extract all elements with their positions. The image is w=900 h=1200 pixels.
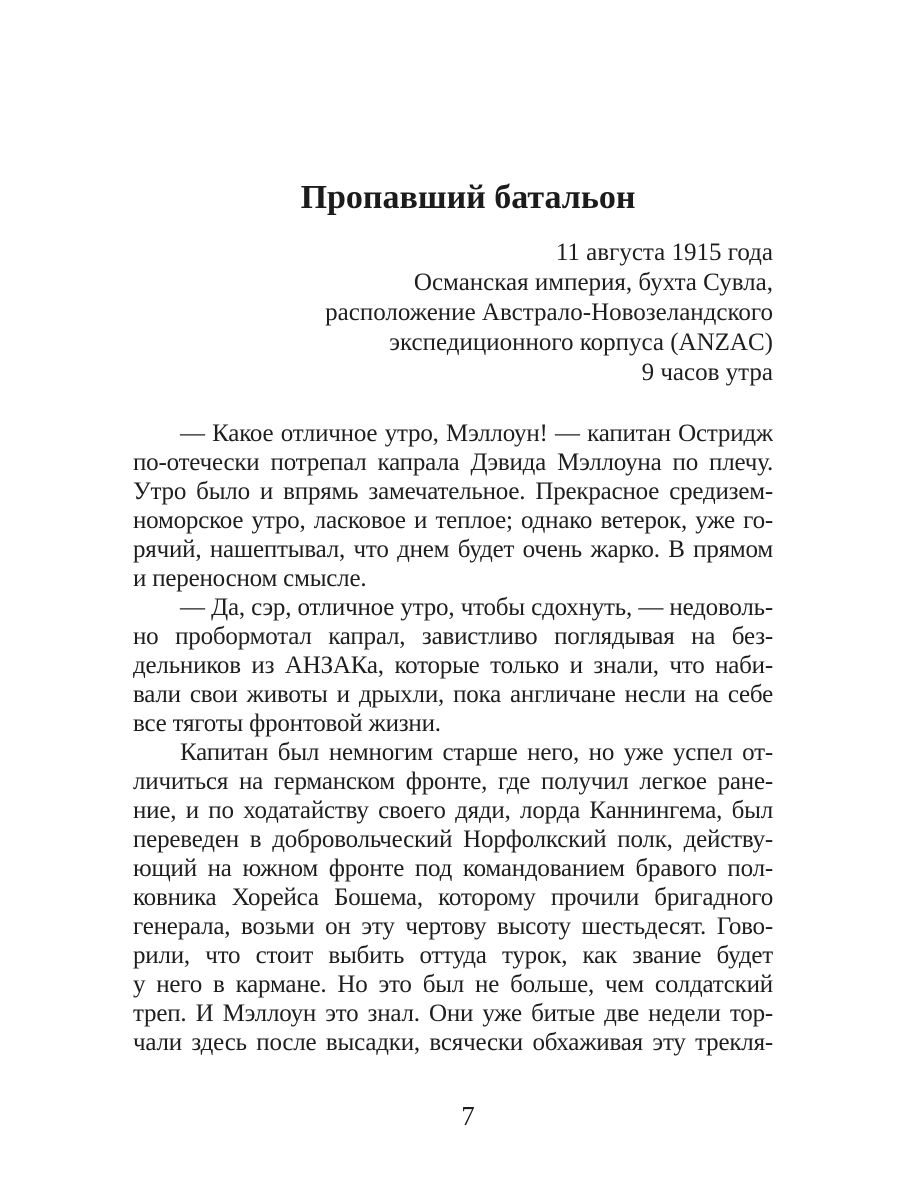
paragraph [133,593,773,738]
text-line: Утро было и впрямь замечательное. Прекрасное средизем- [133,478,773,505]
text-line: все тяготы фронтовой жизни. [133,710,441,737]
epigraph [133,238,773,388]
epigraph-line: 11 августа 1915 года [555,239,773,266]
text-line: рячий, нашептывал, что днем будет очень жарко. В прямом [133,536,773,563]
paragraph [133,738,773,1057]
text-line: дельников из АНЗАКа, которые только и знали, что наби- [133,652,773,679]
epigraph-line: Османская империя, бухта Сувла, [413,269,773,296]
epigraph-line: расположение Австрало-Новозеландского [325,299,773,326]
epigraph-line: 9 часов утра [641,359,773,386]
text-line: ние, и по ходатайству своего дяди, лорда Каннингема, был [133,797,773,824]
text-line: генерала, возьми он эту чертову высоту шестьдесят. Гово- [133,913,773,940]
text-line: вали свои животы и дрыхли, пока англичане несли на себе [133,681,773,708]
text-line: и переносном смысле. [133,565,367,592]
text-line: по-отечески потрепал капрала Дэвида Мэллоуна по плечу. [133,449,773,476]
chapter-title: Пропавший батальон [300,179,636,216]
text-line: переведен в добровольческий Норфолкский полк, действу- [133,826,773,853]
text-line: личиться на германском фронте, где получил легкое ране- [133,768,773,795]
paragraph [133,419,773,593]
text-line: номорское утро, ласковое и теплое; однако ветерок, уже го- [133,507,773,534]
text-line: ющий на южном фронте под командованием бравого пол- [133,855,773,882]
text-line: у него в кармане. Но это был не больше, чем солдатский [133,971,773,998]
text-line: чали здесь после высадки, всячески обхаживая эту трекля- [133,1029,773,1056]
body-text [133,419,773,1057]
text-line: ковника Хорейса Бошема, которому прочили бригадного [133,884,773,911]
text-line: рили, что стоит выбить оттуда турок, как звание будет [133,942,773,969]
text-line: — Да, сэр, отличное утро, чтобы сдохнуть, — недоволь- [180,594,773,621]
epigraph-line: экспедиционного корпуса (ANZAC) [389,329,773,356]
text-line: треп. И Мэллоун это знал. Они уже битые две недели тор- [133,1000,773,1027]
text-line: но пробормотал капрал, завистливо поглядывая на без- [133,623,773,650]
page-number: 7 [461,1101,475,1131]
text-line: — Какое отличное утро, Мэллоун! — капитан Остридж [180,420,773,447]
text-line: Капитан был немногим старше него, но уже успел от- [180,739,773,766]
